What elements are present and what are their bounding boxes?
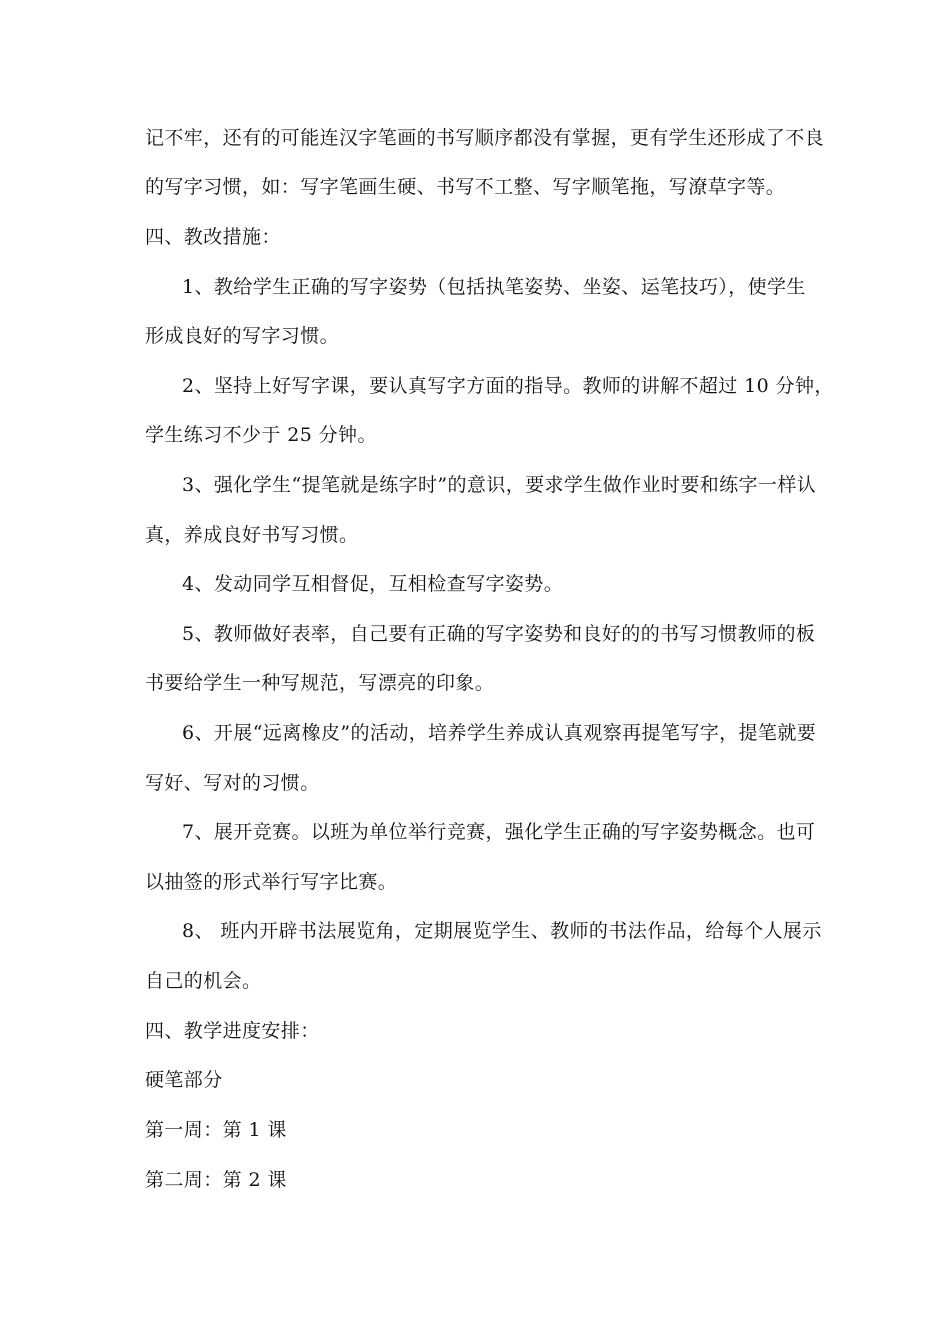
list-item-8-line: 8、 班内开辟书法展览角，定期展览学生、教师的书法作品，给每个人展示 bbox=[182, 920, 822, 942]
list-item-7-line: 7、展开竞赛。以班为单位举行竞赛，强化学生正确的写字姿势概念。也可 bbox=[182, 821, 816, 843]
list-item-6-line: 6、开展“远离橡皮”的活动，培养学生养成认真观察再提笔写字，提笔就要 bbox=[182, 722, 817, 744]
list-item-2-line: 2、坚持上好写字课，要认真写字方面的指导。教师的讲解不超过 10 分钟， bbox=[182, 375, 834, 397]
list-item-5-line: 书要给学生一种写规范，写漂亮的印象。 bbox=[145, 672, 495, 694]
list-item-8-line: 自己的机会。 bbox=[145, 970, 262, 992]
list-item-5-line: 5、教师做好表率，自己要有正确的写字姿势和良好的的书写习惯教师的板 bbox=[182, 623, 816, 645]
list-item-4-line: 4、发动同学互相督促，互相检查写字姿势。 bbox=[182, 573, 564, 595]
schedule-item: 第二周：第 2 课 bbox=[145, 1169, 287, 1191]
paragraph-line: 的写字习惯，如：写字笔画生硬、书写不工整、写字顺笔拖，写潦草字等。 bbox=[145, 176, 786, 198]
list-item-3-line: 3、强化学生“提笔就是练字时”的意识，要求学生做作业时要和练字一样认 bbox=[182, 474, 817, 496]
list-item-1-line: 1、教给学生正确的写字姿势（包括执笔姿势、坐姿、运笔技巧），使学生 bbox=[182, 276, 806, 298]
list-item-6-line: 写好、写对的习惯。 bbox=[145, 772, 320, 794]
list-item-7-line: 以抽签的形式举行写字比赛。 bbox=[145, 871, 398, 893]
list-item-2-line: 学生练习不少于 25 分钟。 bbox=[145, 424, 377, 446]
paragraph-line: 记不牢，还有的可能连汉字笔画的书写顺序都没有掌握，更有学生还形成了不良 bbox=[145, 127, 825, 149]
section-heading: 四、教改措施： bbox=[145, 226, 281, 248]
list-item-3-line: 真，养成良好书写习惯。 bbox=[145, 524, 359, 546]
schedule-item: 第一周：第 1 课 bbox=[145, 1119, 287, 1141]
list-item-1-line: 形成良好的写字习惯。 bbox=[145, 325, 340, 347]
subsection-label: 硬笔部分 bbox=[145, 1069, 223, 1091]
section-heading: 四、教学进度安排： bbox=[145, 1020, 320, 1042]
